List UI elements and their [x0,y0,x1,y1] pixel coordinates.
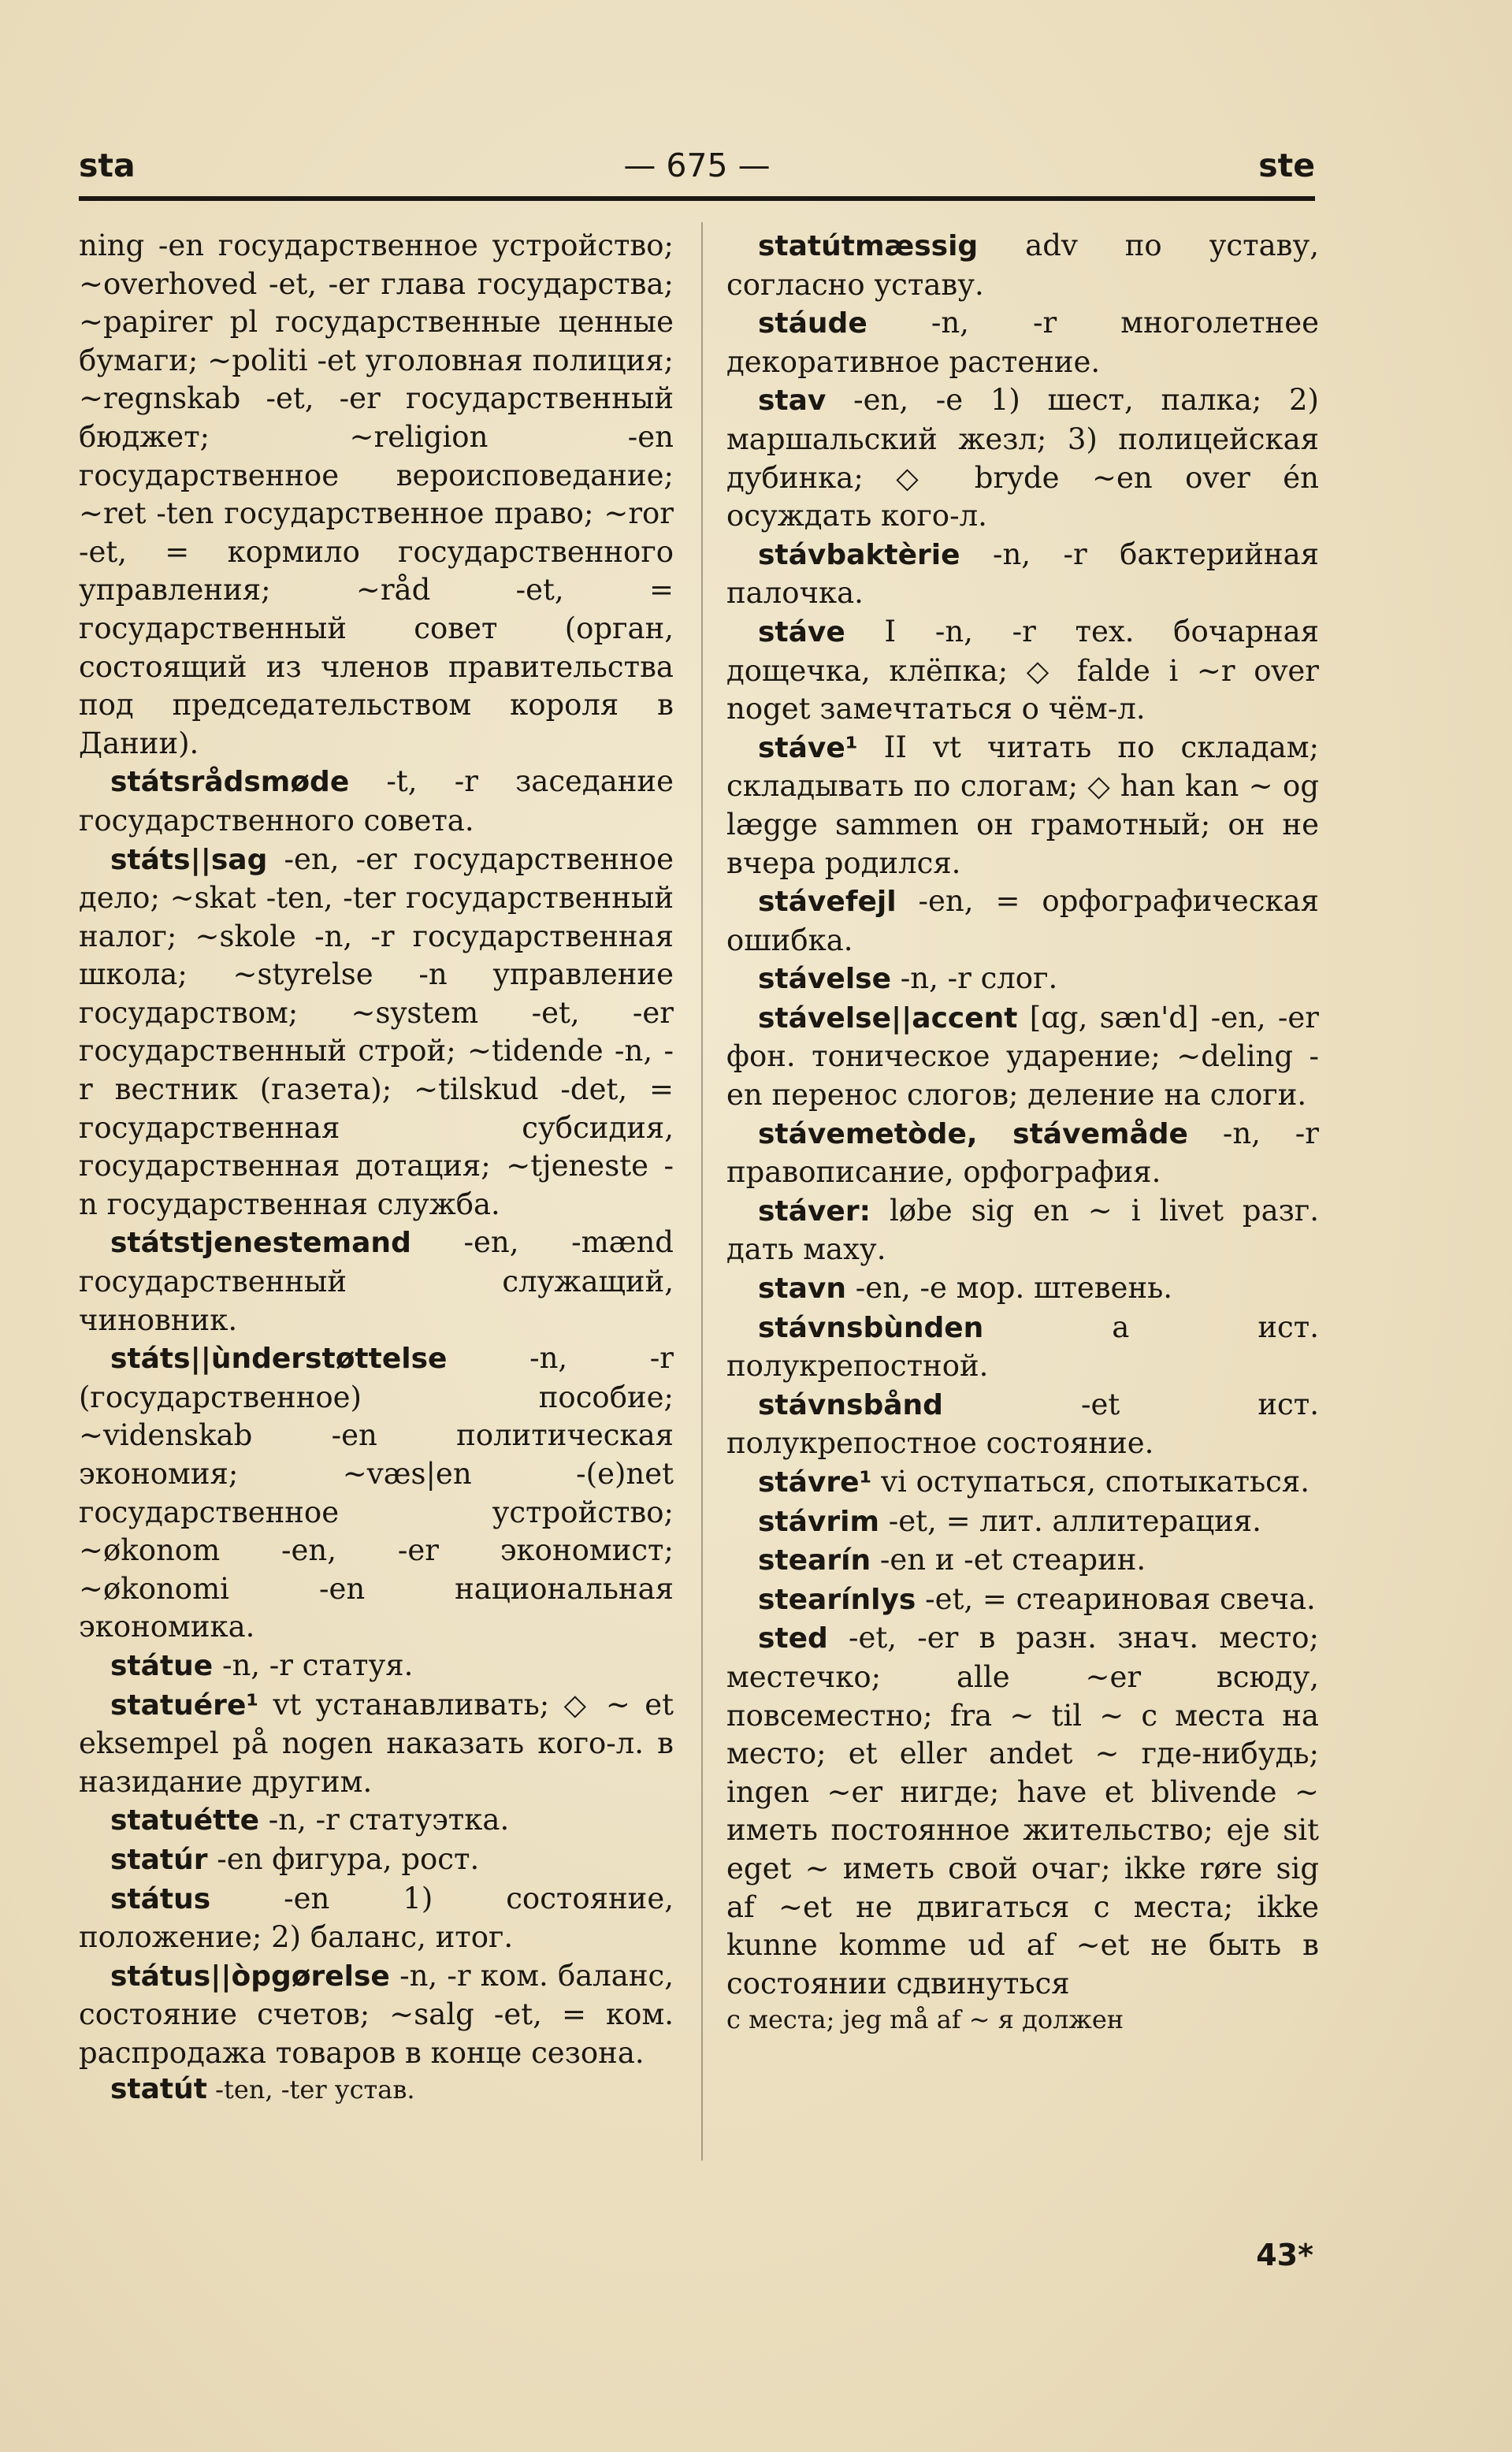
dictionary-entry [726,1619,1319,2003]
left-column [79,227,674,2106]
entry-text: -en, -er государственное дело; ~skat -ten, -ter государственный налог; ~skole -n, -r государственная школа; ~styrelse -n управление государством; ~system -et, -er государственный строй; ~tidende -n, -r вестник (газета); ~tilskud -det, = государственная субсидия, государственная дотация; ~tjeneste -n государственная служба. [79,841,674,1221]
entry-text: -en, -mænd государственный служащий, чиновник. [79,1225,674,1337]
right-column [726,227,1319,2036]
signature-mark: 43* [1256,2238,1313,2272]
dictionary-entry [726,729,1319,882]
dictionary-entry [726,960,1319,999]
entry-text: -et, = стеариновая свеча. [916,1581,1316,1616]
entry-headword: státstjenestemand [110,1227,411,1260]
entry-headword: státus [110,1882,211,1915]
entry-text: vi оступаться, спотыкаться. [871,1465,1310,1499]
dictionary-entry [726,1269,1319,1309]
entry-headword: státus||òpgørelse [110,1960,390,1993]
column-divider [701,222,703,2160]
dictionary-entry [726,1541,1319,1581]
dictionary-entry [726,381,1319,535]
entry-text: ning -en государственное устройство; ~overhoved -et, -er глава государства; ~papirer pl государственные ценные бумаги; ~politi -et уголовная полиция; ~regnskab -et, -er государственный бюджет; ~religion -en государственное вероисповедание; ~ret -ten государственное право; ~ror -et, = кормило государственного управления; ~råd -et, = государственный совет (орган, состоящий из членов правительства под председательством короля в Дании). [79,228,674,760]
dictionary-entry [79,1224,674,1339]
dictionary-entry [726,1192,1319,1269]
dictionary-entry [726,1581,1319,1620]
dictionary-entry [79,1880,674,1957]
entry-text: -en, -e мор. штевень. [846,1271,1173,1306]
dictionary-entry [79,841,674,1224]
entry-headword: sted [758,1622,828,1655]
dictionary-entry [726,227,1319,304]
dictionary-entry [726,1115,1319,1192]
entry-text: -et ист. полукрепостное состояние. [726,1387,1319,1461]
header-rule [79,196,1315,201]
right-guide-word: ste [1258,147,1315,184]
entry-headword: státue [110,1649,214,1682]
entry-text: -et, -er в разн. знач. место; местечко; alle ~er всюду, повсеместно; fra ~ til ~ с места на место; et eller andet ~ где-нибудь; ingen ~er нигде; have et blivende ~ иметь постоянное жительство; eje sit eget ~ иметь свой очаг; ikke røre sig af ~et не двигаться с места; ikke kunne komme ud af ~et не быть в состоянии сдвинуться [726,1621,1319,2001]
entry-text: løbe sig en ~ i livet разг. дать маху. [726,1193,1319,1267]
entry-headword: statút [110,2072,207,2105]
entry-headword: stearín [758,1544,871,1577]
entry-headword: státsrådsmøde [110,766,350,799]
entry-headword: stáver: [758,1194,871,1228]
page-number: — 675 — [623,147,771,184]
dictionary-entry [79,1957,674,2073]
dictionary-entry [79,1339,674,1647]
entry-headword: stávelse||accent [758,1001,1018,1035]
entry-headword: stávnsbånd [758,1388,943,1421]
entry-text: -n, -r бактерийная палочка. [726,537,1319,611]
entry-headword: stávelse [758,963,891,996]
entry-text: -n, -r (государственное) пособие; ~videnskab -en политическая экономия; ~væs|en -(e)net государственное устройство; ~økonom -en, -er экономист; ~økonomi -en национальная экономика. [79,1341,674,1644]
dictionary-entry [726,882,1319,960]
dictionary-entry [79,227,674,763]
dictionary-entry [79,1841,674,1880]
entry-headword: stávbaktèrie [758,538,960,571]
dictionary-entry [726,613,1319,729]
entry-headword: státs||ùnderstøttelse [110,1343,448,1376]
entry-text: -en 1) состояние, положение; 2) баланс, итог. [79,1881,674,1955]
dictionary-entry [726,1503,1319,1542]
entry-headword: statuétte [110,1804,260,1837]
entry-headword: stáve [758,615,845,648]
dictionary-entry [79,763,674,840]
entry-text: -en фигура, рост. [207,1841,480,1876]
running-head [79,147,1315,195]
entry-text: adv по уставу, согласно уставу. [726,228,1319,302]
dictionary-entry [726,1386,1319,1463]
entry-headword: stavn [758,1272,847,1306]
entry-headword: stávrim [758,1505,880,1538]
entry-headword: státs||sag [110,843,268,876]
dictionary-entry [79,2073,674,2106]
entry-text: -en и -et стеарин. [871,1543,1146,1577]
dictionary-entry [726,2003,1319,2036]
entry-headword: statúr [110,1843,208,1876]
dictionary-entry [726,1463,1319,1503]
entry-headword: stávre¹ [758,1466,872,1499]
entry-text: -n, -r статуэтка. [259,1803,510,1837]
entry-headword: stáude [758,307,867,340]
entry-text: vt устанавливать; ◇ ~ et eksempel på nogen наказать кого-л. в назидание другим. [79,1687,674,1799]
entry-text: -en, -e 1) шест, палка; 2) маршальский жезл; 3) полицейская дубинка; ◇ bryde ~en over én осуждать кого-л. [726,383,1319,533]
entry-headword: statuére¹ [110,1689,259,1722]
dictionary-entry [726,1309,1319,1386]
entry-text: a ист. полукрепостной. [726,1310,1319,1384]
entry-headword: stávefejl [758,886,897,919]
entry-text: -n, -r правописание, орфография. [726,1116,1319,1190]
entry-headword: statútmæssig [758,230,979,262]
entry-text: -n, -r статуя. [213,1648,414,1682]
dictionary-entry [726,536,1319,613]
entry-headword: stav [758,385,827,418]
entry-text: -n, -r слог. [891,961,1058,996]
entry-text: [ɑg, sæn'd] -en, -er фон. тоническое ударение; ~deling -en перенос слогов; деление на слоги. [726,1000,1319,1113]
entry-text: -en, = орфографическая ошибка. [726,884,1319,957]
entry-text: -n, -r ком. баланс, состояние счетов; ~salg -et, = ком. распродажа товаров в конце сезона. [79,1958,674,2070]
entry-headword: stávnsbùnden [758,1311,984,1344]
entry-headword: stáve¹ [758,731,858,764]
dictionary-entry [79,1801,674,1841]
dictionary-entry [726,304,1319,381]
entry-text: II vt читать по складам; складывать по слогам; ◇ han kan ~ og lægge sammen он грамотный; он не вчера родился. [726,730,1319,880]
dictionary-entry [79,1647,674,1686]
dictionary-entry [79,1686,674,1802]
entry-headword: stávemetòde, stávemåde [758,1117,1188,1150]
entry-text: с места; jeg må af ~ я должен [726,2004,1124,2035]
dictionary-entry [726,999,1319,1115]
entry-text: -n, -r многолетнее декоративное растение. [726,306,1319,379]
entry-headword: stearínlys [758,1583,916,1616]
entry-text: I -n, -r тех. бочарная дощечка, клёпка; ◇ falde i ~r over noget замечтаться о чём-л. [726,614,1319,726]
entry-text: -ten, -ter устав. [206,2074,415,2105]
entry-text: -t, -r заседание государственного совета. [79,764,674,838]
left-guide-word: sta [79,147,136,184]
entry-text: -et, = лит. аллитерация. [879,1503,1261,1538]
